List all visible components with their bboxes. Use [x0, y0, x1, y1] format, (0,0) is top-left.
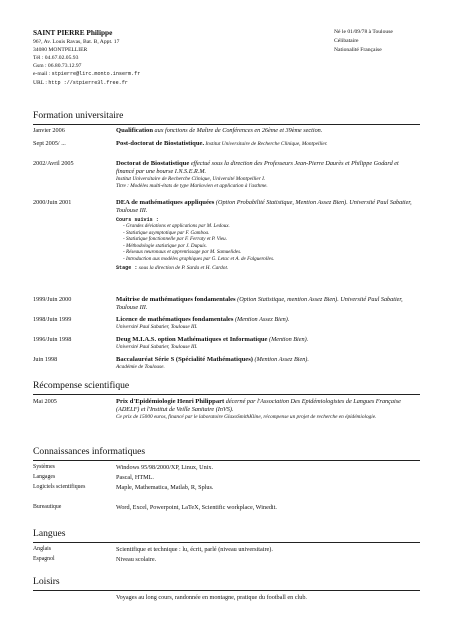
item-sub: Institut Universitaire de Recherche Clinique, Université Montpellier I.: [116, 176, 266, 182]
item-date: 1999/Juin 2000: [33, 296, 72, 303]
section-title-recompense: Récompense scientifique: [33, 380, 130, 391]
language-label: Anglais: [33, 546, 52, 552]
person-name: SAINT PIERRE Philippe: [33, 28, 113, 37]
item-date: Sept 2005/ ...: [33, 140, 66, 147]
item-body: Doctorat de Biostatistique effectué sous la direction des Professeurs Jean-Pierre Daurès et Philippe Godard et financé par une bourse I.N.S.E.R.M. Institut Universitaire de Recherche Clinique, Université Montpellier I. Titre : Modèles multi-états de type Markovien et application à l'asthme.: [116, 160, 416, 190]
item-body: Maîtrise de mathématiques fondamentales (Option Statistique, mention Assez Bien). Université Paul Sabatier, Toulouse III.: [116, 296, 403, 311]
skill-value: Pascal, HTML.: [116, 474, 154, 481]
item-sub: Université Paul Sabatier, Toulouse III.: [116, 324, 198, 330]
course-item: - Introduction aux modèles graphiques par G. Letac et A. de Falguerolles.: [123, 256, 416, 263]
item-date: 2000/Juin 2001: [33, 199, 72, 206]
section-title-langues: Langues: [33, 528, 66, 539]
address-line-2: 34080 MONTPELLIER: [33, 47, 88, 53]
email-label: e-mail :: [33, 71, 52, 77]
item-date: Mai 2005: [33, 398, 57, 405]
section-title-loisirs: Loisirs: [33, 576, 60, 587]
section-rule: [33, 542, 420, 543]
section-rule: [33, 124, 420, 125]
skill-label: Logiciels scientifiques: [33, 484, 86, 490]
address-line-1: 96?, Av. Louis Ravas, Bat. B, Appt. 17: [33, 39, 120, 45]
section-rule: [33, 460, 420, 461]
item-date: 2002/Avril 2005: [33, 160, 74, 167]
language-label: Espagnol: [33, 556, 55, 562]
section-rule: [33, 394, 420, 395]
birth-info: Né le 01/09/78 à Toulouse: [334, 29, 393, 35]
marital-status: Célibataire: [334, 38, 359, 44]
url-line: [33, 79, 128, 87]
skill-label: Bureautique: [33, 504, 62, 510]
courses-label: Cours suivis :: [116, 217, 159, 223]
course-item: - Statistique fonctionnelle par F. Ferraty et P. Vieu.: [123, 236, 416, 243]
course-item: - Réseaux neuronaux et apprentissage par M. Samuelides.: [123, 249, 416, 256]
item-date: 1996/Juin 1998: [33, 336, 72, 343]
item-body: Licence de mathématiques fondamentales (Mention Assez Bien). Université Paul Sabatier, Toulouse III.: [116, 316, 416, 331]
skill-value: Maple, Mathematica, Matlab, R, Splus.: [116, 484, 214, 491]
item-sub: Titre : Modèles multi-états de type Markovien et application à l'asthme.: [116, 182, 268, 189]
skill-label: Systèmes: [33, 464, 55, 470]
course-list: [116, 223, 416, 263]
phone: Tél : 04.67.02.05.93: [33, 55, 79, 61]
url-label: URL :: [33, 80, 49, 86]
skill-value: Windows 95/98/2000/XP, Linux, Unix.: [116, 464, 214, 471]
item-date: 1998/Juin 1999: [33, 316, 72, 323]
mobile: Gsm : 06.80.73.12.97: [33, 63, 82, 69]
item-sub: Université Paul Sabatier, Toulouse III.: [116, 344, 198, 350]
skill-label: Langages: [33, 474, 56, 480]
url-link[interactable]: http ://stpierre3l.free.fr: [48, 80, 128, 86]
language-value: Scientifique et technique : lu, écrit, parlé (niveau universitaire).: [116, 546, 273, 553]
course-item: - Méthodologie statistique par J. Dupuis.: [123, 243, 416, 250]
stage-line: Stage : sous la direction de P. Sarda et H. Cardot.: [116, 264, 229, 271]
item-sub: Ce prix de 15000 euros, financé par le laboratoire GlaxoSmithKline, récompense un projet de recherche en épidémiologie.: [116, 414, 377, 420]
nationality: Nationalité Française: [334, 47, 382, 53]
hobbies-text: Voyages au long cours, randonnée en montagne, pratique du football en club.: [116, 594, 307, 601]
course-item: - Grandes déviations et applications par M. Ledoux.: [123, 223, 416, 230]
section-title-informatique: Connaissances informatiques: [33, 446, 146, 457]
section-rule: [33, 590, 420, 591]
email-line: [33, 70, 140, 78]
item-date: Juin 1998: [33, 356, 58, 363]
course-item: - Statistique asymptotique par F. Gamboa.: [123, 230, 416, 237]
item-body: DEA de mathématiques appliquées (Option Probabilité Statistique, Mention Assez Bien). Université Paul Sabatier, Toulouse III. Cours suivis : - Grandes déviations et applications par M. Ledoux. - Statistique asymptotique par F. Gamboa. - Statistique fonctionnelle par F. Ferraty et P. Vieu. - Méthodologie statistique par J. Dupuis. - Réseaux neuronaux et apprentissage par M. Samuelides. - Introduction aux modèles graphiques par G. Letac et A. de Falguerolles. Stage : sous la direction de P. Sarda et H. Cardot.: [116, 199, 416, 271]
item-body: Post-doctorat de Biostatistique. Institut Universitaire de Recherche Clinique, Montpellier.: [116, 140, 328, 147]
skill-value: Word, Excel, Powerpoint, LaTeX, Scientific workplace, Winedit.: [116, 504, 277, 511]
item-body: Deug M.I.A.S. option Mathématiques et Informatique (Mention Bien). Université Paul Sabatier, Toulouse III.: [116, 336, 416, 351]
item-date: Janvier 2006: [33, 127, 65, 134]
item-body: Qualification aux fonctions de Maître de Conférences en 26ème et 39ème section.: [116, 127, 323, 134]
email-link[interactable]: stpierre@lirc.monto.inserm.fr: [51, 71, 141, 77]
section-title-formation: Formation universitaire: [33, 110, 124, 121]
item-sub: Académie de Toulouse.: [116, 364, 165, 370]
language-value: Niveau scolaire.: [116, 556, 157, 563]
item-body: Prix d'Epidémiologie Henri Philippart décerné par l'Association Des Epidémiologistes de Langues Française (ADELF) et l'Institut de Veille Sanitaire (InVS). Ce prix de 15000 euros, financé par le laboratoire GlaxoSmithKline, récompense un projet de recherche en épidémiologie.: [116, 398, 416, 421]
item-body: Baccalauréat Série S (Spécialité Mathématiques) (Mention Assez Bien). Académie de Toulouse.: [116, 356, 416, 371]
